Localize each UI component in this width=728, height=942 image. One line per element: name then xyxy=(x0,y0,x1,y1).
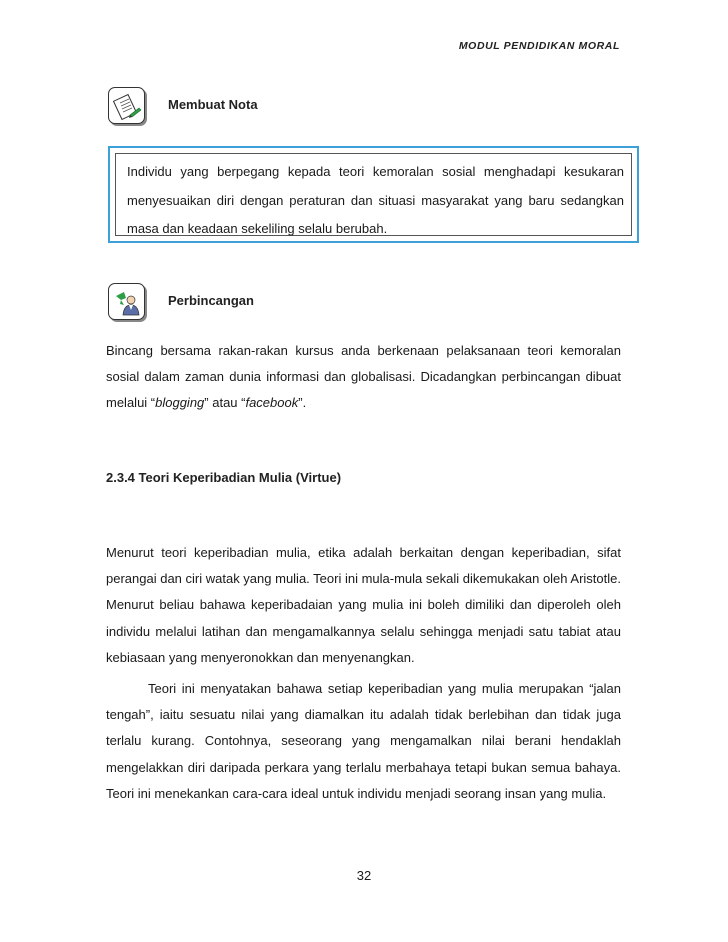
discussion-person-icon xyxy=(108,283,145,320)
paragraph-1: Menurut teori keperibadian mulia, etika adalah berkaitan dengan keperibadian, sifat perangai dan ciri watak yang mulia. Teori ini mula-mula sekali dikemukakan oleh Aristotle. Menurut beliau bahawa keperibadaian yang mulia ini boleh dimiliki dan diperoleh oleh individu melalui latihan dan mengamalkannya selalu sehingga menjadi satu tabiat atau kebiasaan yang menyeronokkan dan menyenangkan. xyxy=(106,545,621,665)
note-writing-icon xyxy=(108,87,145,124)
paragraph-2: Teori ini menyatakan bahawa setiap keperibadian yang mulia merupakan “jalan tengah”, iaitu sesuatu nilai yang diamalkan itu adalah tidak berlebihan dan tidak juga terlalu kurang. Contohnya, seseorang yang mengamalkan nilai berani hendaklah mengelakkan diri daripada perkara yang terlalu merbahaya tetapi bukan semua bahaya. Teori ini menekankan cara-cara ideal untuk individu menjadi seorang insan yang mulia. xyxy=(106,681,621,801)
blogging-term: blogging xyxy=(155,395,205,410)
note-text: Individu yang berpegang kepada teori kemoralan sosial menghadapi kesukaran menyesuaikan diri dengan peraturan dan situasi masyarakat yang baru sedangkan masa dan keadaan sekeliling selalu berubah. xyxy=(127,164,624,236)
running-header: MODUL PENDIDIKAN MORAL xyxy=(458,40,620,52)
facebook-term: facebook xyxy=(245,395,299,410)
note-section-title: Membuat Nota xyxy=(168,97,258,112)
subsection-heading: 2.3.4 Teori Keperibadian Mulia (Virtue) xyxy=(106,470,342,485)
discussion-section-title: Perbincangan xyxy=(168,293,254,308)
page-number: 32 xyxy=(356,868,372,883)
discussion-paragraph: Bincang bersama rakan-rakan kursus anda berkenaan pelaksanaan teori kemoralan sosial dalam zaman dunia informasi dan globalisasi. Dicadangkan perbincangan dibuat melalui “blogging” atau “facebook”. xyxy=(106,343,621,410)
note-box xyxy=(108,146,639,243)
